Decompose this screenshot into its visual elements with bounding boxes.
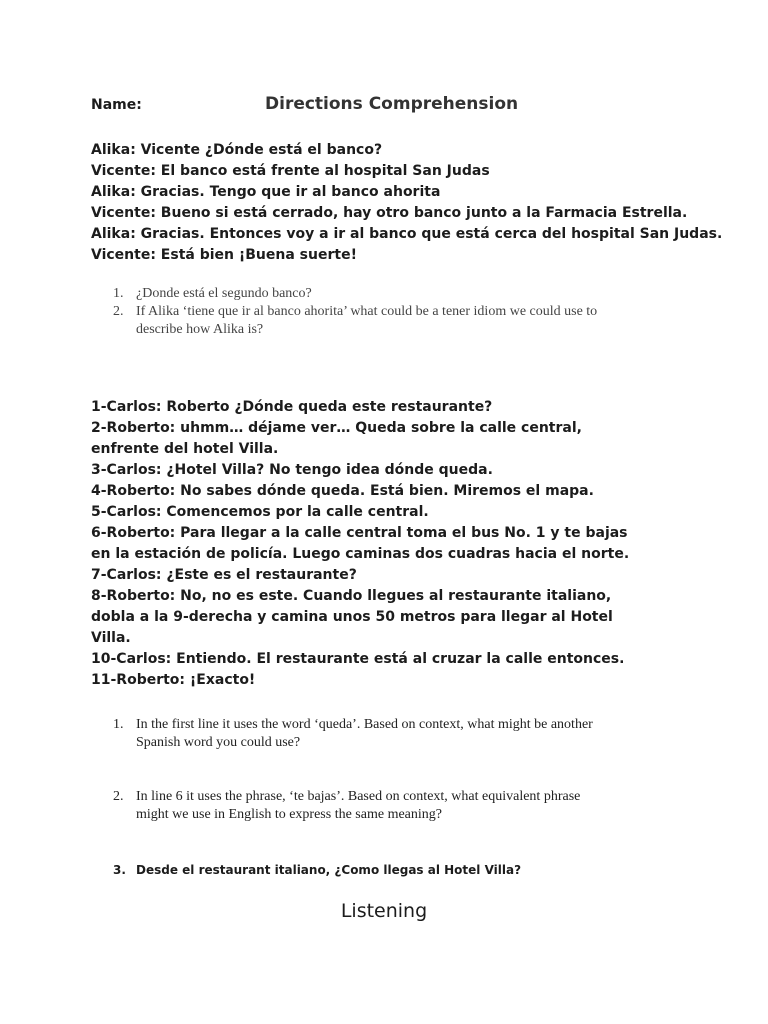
question-number: 3.: [113, 863, 126, 877]
dialogue-line: Alika: Vicente ¿Dónde está el banco?: [91, 142, 383, 158]
question-item: [91, 303, 611, 339]
dialogue-line: 2-Roberto: uhmm… déjame ver… Queda sobre la calle central, enfrente del hotel Villa.: [91, 420, 582, 457]
section-title-listening: Listening: [340, 900, 428, 922]
question-number: 2.: [113, 304, 124, 319]
question-number: 2.: [113, 789, 124, 804]
bank-questions: [91, 285, 611, 339]
question-item: [91, 861, 611, 879]
question-item: [91, 788, 611, 824]
question-text: In the first line it uses the word ‘queda’. Based on context, what might be another Spanish word you could use?: [136, 717, 593, 750]
worksheet-header: [91, 94, 691, 118]
question-number: 1.: [113, 286, 124, 301]
dialogue-line: 8-Roberto: No, no es este. Cuando llegues al restaurante italiano, dobla a la 9-derecha y camina unos 50 metros para llegar al Hotel Villa.: [91, 588, 613, 646]
dialogue-line: Alika: Gracias. Entonces voy a ir al banco que está cerca del hospital San Judas.: [91, 226, 723, 242]
dialogue-line: 4-Roberto: No sabes dónde queda. Está bien. Miremos el mapa.: [91, 483, 594, 499]
dialogue-line: 5-Carlos: Comencemos por la calle central.: [91, 504, 429, 520]
dialogue-line: 6-Roberto: Para llegar a la calle central toma el bus No. 1 y te bajas en la estación de policía. Luego caminas dos cuadras hacia el norte.: [91, 525, 630, 562]
dialogue-line: Alika: Gracias. Tengo que ir al banco ahorita: [91, 184, 441, 200]
dialogue-line: 11-Roberto: ¡Exacto!: [91, 672, 256, 688]
question-item: [91, 716, 611, 752]
route-question: [91, 861, 611, 879]
question-text: ¿Donde está el segundo banco?: [136, 286, 312, 301]
question-text: If Alika ‘tiene que ir al banco ahorita’ what could be a tener idiom we could use to describe how Alika is?: [136, 304, 598, 337]
name-label: Name:: [91, 97, 142, 113]
restaurant-questions: [91, 716, 611, 860]
dialogue-line: 10-Carlos: Entiendo. El restaurante está al cruzar la calle entonces.: [91, 651, 625, 667]
question-item: [91, 285, 611, 303]
dialogue-line: 1-Carlos: Roberto ¿Dónde queda este restaurante?: [91, 399, 493, 415]
dialogue-line: Vicente: Está bien ¡Buena suerte!: [91, 247, 357, 263]
question-number: 1.: [113, 717, 124, 732]
dialogue-bank: [91, 140, 723, 266]
question-text: Desde el restaurant italiano, ¿Como llegas al Hotel Villa?: [136, 863, 522, 877]
dialogue-line: 3-Carlos: ¿Hotel Villa? No tengo idea dónde queda.: [91, 462, 493, 478]
dialogue-line: Vicente: El banco está frente al hospital San Judas: [91, 163, 490, 179]
dialogue-line: 7-Carlos: ¿Este es el restaurante?: [91, 567, 357, 583]
question-text: In line 6 it uses the phrase, ‘te bajas’. Based on context, what equivalent phrase might we use in English to express the same meaning?: [136, 789, 581, 822]
dialogue-restaurant: [91, 397, 651, 691]
page-title: Directions Comprehension: [265, 94, 519, 114]
dialogue-line: Vicente: Bueno si está cerrado, hay otro banco junto a la Farmacia Estrella.: [91, 205, 688, 221]
